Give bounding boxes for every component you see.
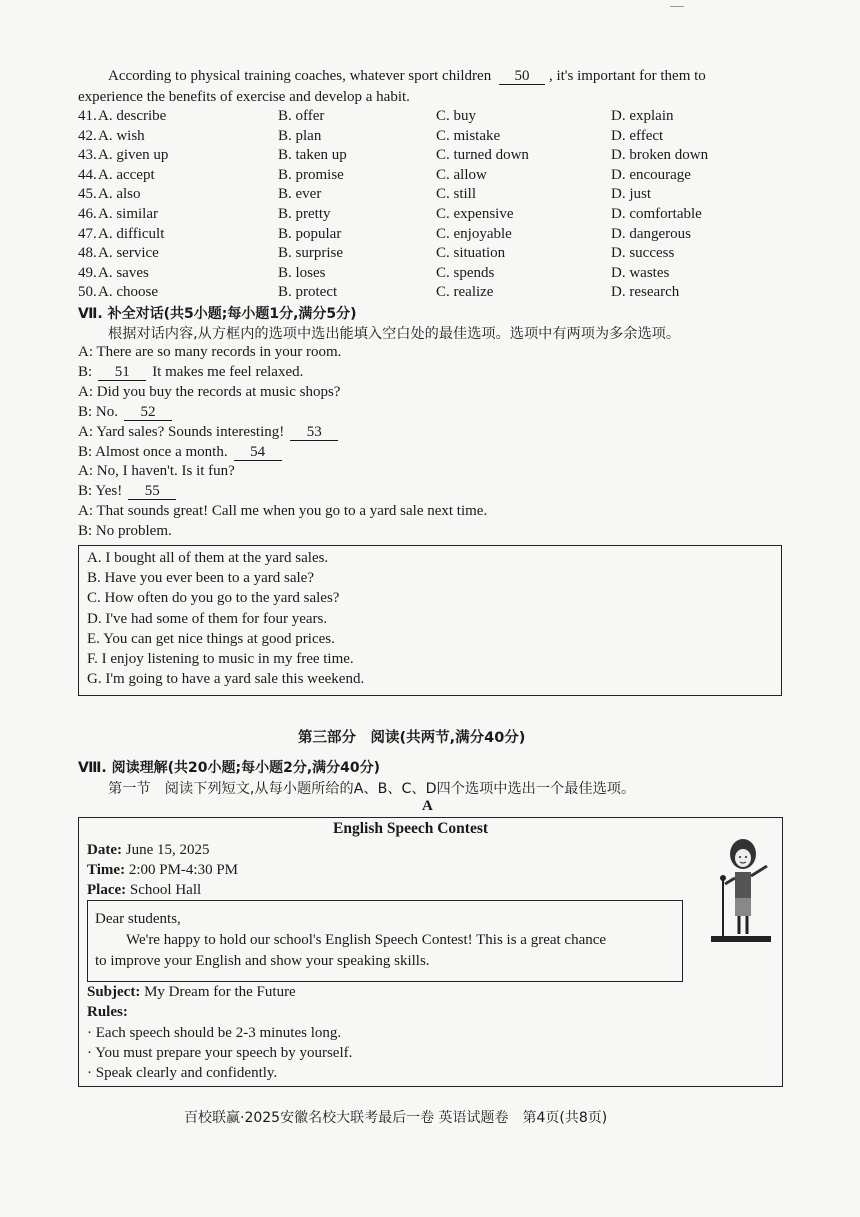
- option-row: [78, 186, 778, 206]
- option-c: C. allow: [436, 166, 487, 183]
- question-number: 44.: [78, 166, 97, 183]
- option-a: A. wish: [98, 127, 145, 144]
- option-d: D. explain: [611, 108, 674, 124]
- dialogue-line: [78, 384, 340, 401]
- section-8-instruction: 第一节 阅读下列短文,从每小题所给的A、B、C、D四个选项中选出一个最佳选项。: [108, 781, 636, 797]
- option-b: B. pretty: [278, 206, 331, 222]
- date-label: Date: [87, 842, 117, 858]
- dialogue-blank: 51: [98, 364, 146, 381]
- passage-line-1: [108, 66, 706, 86]
- option-row: [78, 284, 778, 304]
- option-d: D. comfortable: [611, 206, 702, 222]
- option-a: A. difficult: [98, 225, 165, 242]
- option-c: C. mistake: [436, 127, 501, 144]
- passage-text-b: , it's important for them to: [548, 68, 706, 84]
- place-label: Place: [87, 882, 122, 898]
- choice-item: A. I bought all of them at the yard sales.: [87, 550, 329, 566]
- dialogue-line: [78, 344, 341, 361]
- dialogue-line: [78, 483, 182, 500]
- notice-subject: Subject: My Dream for the Future: [87, 984, 296, 1000]
- choice-item: D. I've had some of them for four years.: [87, 610, 328, 627]
- option-row: [78, 147, 778, 167]
- passage-line-2: experience the benefits of exercise and develop a habit.: [78, 89, 410, 105]
- option-c: C. buy: [436, 108, 477, 124]
- part-3-heading: 第三部分 阅读(共两节,满分40分): [298, 730, 526, 746]
- question-number: 47.: [78, 225, 97, 242]
- option-d: D. just: [611, 186, 652, 203]
- scan-mark: [670, 6, 684, 7]
- option-b: B. surprise: [278, 245, 343, 262]
- option-b: B. offer: [278, 108, 325, 124]
- notice-rules: Rules:: [87, 1004, 128, 1020]
- notice-date: Date: June 15, 2025: [87, 842, 210, 858]
- subject-value: My Dream for the Future: [144, 984, 296, 1000]
- option-a: A. service: [98, 245, 159, 262]
- dialogue-text: A: No, I haven't. Is it fun?: [78, 463, 235, 480]
- option-b: B. popular: [278, 225, 342, 242]
- passage-text-a: According to physical training coaches, whatever sport children: [108, 68, 492, 84]
- dialogue-line: [78, 364, 303, 381]
- choice-item: C. How often do you go to the yard sales?: [87, 590, 340, 607]
- choices-box: [78, 545, 782, 696]
- question-number: 43.: [78, 147, 97, 164]
- notice-title: English Speech Contest: [333, 820, 489, 837]
- option-a: A. similar: [98, 206, 158, 222]
- option-d: D. success: [611, 245, 675, 262]
- option-a: A. saves: [98, 264, 149, 281]
- dialogue-line: [78, 424, 344, 441]
- option-row: [78, 245, 778, 265]
- option-a: A. also: [98, 186, 141, 203]
- option-b: B. plan: [278, 127, 322, 144]
- dialogue-text: B: Almost once a month.: [78, 443, 228, 460]
- rules-label: Rules: [87, 1004, 123, 1020]
- option-row: [78, 128, 778, 148]
- dialogue-text: B:: [78, 363, 93, 380]
- dialogue-text: A: There are so many records in your room.: [78, 344, 342, 360]
- section-7-heading: Ⅶ. 补全对话(共5小题;每小题1分,满分5分): [78, 306, 357, 322]
- option-d: D. encourage: [611, 166, 691, 183]
- question-number: 50.: [78, 284, 97, 301]
- option-row: [78, 226, 778, 246]
- question-number: 49.: [78, 264, 97, 281]
- option-c: C. situation: [436, 245, 506, 262]
- option-c: C. expensive: [436, 206, 514, 222]
- option-row: [78, 265, 778, 285]
- dialogue-text: B: No problem.: [78, 523, 172, 540]
- dialogue-text: A: That sounds great! Call me when you go to a yard sale next time.: [78, 503, 488, 520]
- dialogue-blank: 55: [128, 483, 176, 500]
- option-row: [78, 167, 778, 187]
- option-b: B. promise: [278, 166, 344, 183]
- date-value: June 15, 2025: [125, 842, 210, 858]
- option-b: B. protect: [278, 284, 338, 301]
- choice-item: B. Have you ever been to a yard sale?: [87, 570, 314, 587]
- option-c: C. realize: [436, 284, 494, 301]
- dialogue-text: B: No.: [78, 403, 119, 420]
- letter-box: [87, 900, 683, 982]
- option-c: C. turned down: [436, 147, 529, 164]
- question-number: 48.: [78, 245, 97, 262]
- question-number: 42.: [78, 127, 97, 144]
- dialogue-text: B: Yes!: [78, 483, 123, 500]
- letter-greeting: Dear students,: [95, 911, 181, 927]
- choice-item: E. You can get nice things at good prices.: [87, 630, 335, 647]
- option-b: B. loses: [278, 264, 326, 281]
- option-d: D. effect: [611, 127, 664, 144]
- option-c: C. enjoyable: [436, 225, 512, 242]
- option-a: A. choose: [98, 284, 158, 301]
- dialogue-blank: 52: [124, 404, 172, 421]
- dialogue-text-after: It makes me feel relaxed.: [152, 363, 304, 380]
- option-d: D. broken down: [611, 147, 709, 164]
- blank-50: 50: [499, 68, 545, 85]
- dialogue-text: A: Yard sales? Sounds interesting!: [78, 423, 285, 440]
- section-7-instruction: 根据对话内容,从方框内的选项中选出能填入空白处的最佳选项。选项中有两项为多余选项。: [108, 326, 681, 342]
- option-d: D. wastes: [611, 264, 670, 281]
- section-8-heading: Ⅷ. 阅读理解(共20小题;每小题2分,满分40分): [78, 760, 381, 776]
- letter-line-2: to improve your English and show your speaking skills.: [95, 953, 430, 969]
- question-number: 41.: [78, 108, 97, 124]
- page-footer: 百校联赢·2025安徽名校大联考最后一卷 英语试题卷 第4页(共8页): [184, 1110, 608, 1126]
- option-d: D. dangerous: [611, 225, 691, 242]
- passage-label: A: [422, 798, 433, 814]
- dialogue-line: [78, 463, 235, 480]
- dialogue-text: A: Did you buy the records at music shops?: [78, 383, 341, 400]
- rule-2: · You must prepare your speech by yourself.: [87, 1045, 353, 1061]
- dialogue-blank: 54: [234, 444, 282, 461]
- time-label: Time: [87, 862, 121, 878]
- time-value: 2:00 PM-4:30 PM: [128, 862, 239, 878]
- option-row: [78, 108, 778, 128]
- choice-item: F. I enjoy listening to music in my free time.: [87, 651, 354, 667]
- speaker-illustration: [701, 836, 777, 946]
- notice-box: [78, 817, 783, 1087]
- option-b: B. taken up: [278, 147, 347, 164]
- option-row: [78, 206, 778, 226]
- dialogue-line: [78, 503, 487, 520]
- option-d: D. research: [611, 284, 680, 301]
- option-a: A. given up: [98, 147, 169, 164]
- question-number: 45.: [78, 186, 97, 203]
- option-c: C. still: [436, 186, 477, 203]
- rule-1: · Each speech should be 2-3 minutes long.: [87, 1025, 342, 1041]
- option-a: A. accept: [98, 166, 155, 183]
- dialogue-line: [78, 523, 172, 540]
- notice-place: Place: School Hall: [87, 882, 202, 898]
- subject-label: Subject: [87, 984, 136, 1000]
- place-value: School Hall: [129, 882, 202, 898]
- letter-line-1: We're happy to hold our school's English Speech Contest! This is a great chance: [126, 932, 607, 948]
- rule-3: · Speak clearly and confidently.: [87, 1065, 278, 1081]
- dialogue-line: [78, 444, 288, 461]
- notice-time: Time: 2:00 PM-4:30 PM: [87, 862, 239, 878]
- question-number: 46.: [78, 206, 97, 222]
- dialogue-blank: 53: [290, 424, 338, 441]
- choice-item: G. I'm going to have a yard sale this weekend.: [87, 671, 365, 688]
- option-a: A. describe: [98, 108, 167, 124]
- option-c: C. spends: [436, 264, 495, 281]
- dialogue-line: [78, 404, 178, 421]
- option-b: B. ever: [278, 186, 322, 203]
